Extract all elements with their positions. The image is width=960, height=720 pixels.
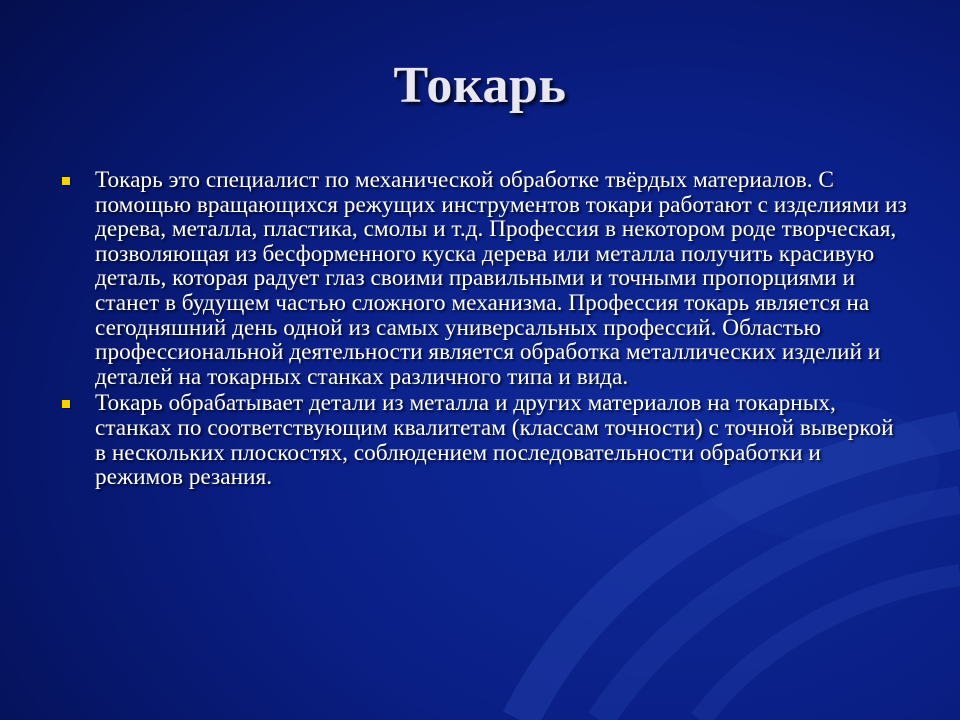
bullet-text: Токарь это специалист по механической обработке твёрдых материалов. С помощью вращающихся режущих инструментов токари работают с изделиями из дерева, металла, пластика, смолы и т.д. Профессия в некотором роде творческая, позволяющая из бесформенного куска дерева или металла получить красивую деталь, которая радует глаз своими правильными и точными пропорциями и станет в будущем частью сложного механизма. Профессия токарь является на сегодняшний день одной из самых универсальных профессий. Областью профессиональной деятельности является обработка металлических изделий и деталей на токарных станках различного типа и вида.: [95, 167, 907, 390]
bullet-square-icon: [62, 177, 70, 185]
bullet-square-icon: [62, 400, 70, 408]
bullet-list: [58, 168, 908, 492]
bullet-item: [58, 391, 908, 489]
slide-title: Токарь: [393, 57, 567, 114]
bullet-item: [58, 168, 908, 389]
bullet-text: Токарь обрабатывает детали из металла и других материалов на токарных, станках по соответствующим квалитетам (классам точности) с точной выверкой в нескольких плоскостях, соблюдением последовательности обработки и режимов резания.: [95, 390, 894, 491]
